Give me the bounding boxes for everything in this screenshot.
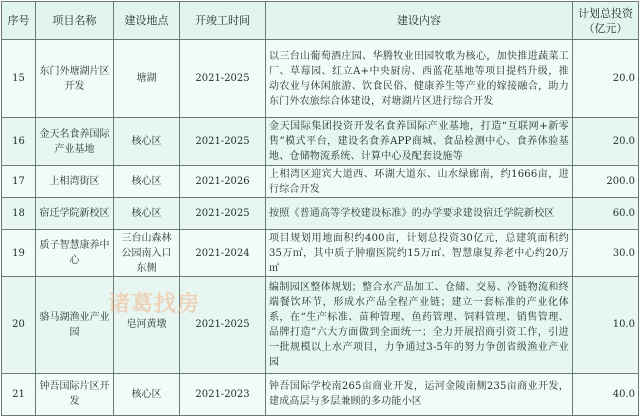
row-no: 16 — [2, 118, 36, 166]
row-invest: 60.0 — [573, 198, 639, 230]
row-no: 21 — [2, 373, 36, 415]
row-name: 质子智慧康养中心 — [36, 230, 114, 276]
header-period: 开竣工时间 — [180, 2, 266, 40]
row-period: 2021-2023 — [180, 373, 266, 415]
row-invest: 20.0 — [573, 40, 639, 118]
header-content: 建设内容 — [266, 2, 573, 40]
table-row — [2, 40, 639, 118]
row-period: 2021-2025 — [180, 40, 266, 118]
row-period: 2021-2024 — [180, 230, 266, 276]
row-content: 钟吾国际学校南265亩商业开发，运河金陵南侧235亩商业开发，建成高层与多层兼顾的多功能小区 — [266, 373, 573, 415]
row-name: 金天名食养国际产业基地 — [36, 118, 114, 166]
row-content: 以三台山葡萄酒庄园、华腾牧业田园牧歌为核心，加快推进蔬菜工厂、草莓园、红立A+中央厨房、西蓝花基地等项目提档升级，推动农业与休闲旅游、饮食民俗、健康养生等产业的嫁接融合，助力东门外农旅综合体建设，对塘湖片区进行综合开发 — [266, 40, 573, 118]
table-row — [2, 118, 639, 166]
row-content: 项目规划用地面积约400亩，计划总投资30亿元，总建筑面积约35万㎡，其中质子肿瘤医院约15万㎡、智慧康复养老中心约20万㎡ — [266, 230, 573, 276]
row-no: 20 — [2, 276, 36, 373]
row-period: 2021-2026 — [180, 166, 266, 198]
row-no: 19 — [2, 230, 36, 276]
watermark-logo: 诸葛找房 — [108, 292, 201, 317]
table-row — [2, 198, 639, 230]
row-invest: 200.0 — [573, 166, 639, 198]
row-no: 18 — [2, 198, 36, 230]
row-name: 宿迁学院新校区 — [36, 198, 114, 230]
header-invest: 计划总投资（亿元） — [573, 2, 639, 40]
row-location: 皂河黄墩 — [114, 276, 180, 373]
row-name: 钟吾国际片区开发 — [36, 373, 114, 415]
header-name: 项目名称 — [36, 2, 114, 40]
row-period: 2021-2025 — [180, 276, 266, 373]
row-name: 东门外塘湖片区开发 — [36, 40, 114, 118]
row-content: 按照《普通高等学校建设标准》的办学要求建设宿迁学院新校区 — [266, 198, 573, 230]
table-row — [2, 276, 639, 373]
row-period: 2021-2025 — [180, 118, 266, 166]
row-content: 金天国际集团投资开发名食养国际产业基地，打造“互联网+新零售”模式平台，建设名食养APP商城、食品检测中心、食养体验基地、仓储物流系统、计算中心及配套设施等 — [266, 118, 573, 166]
header-location: 建设地点 — [114, 2, 180, 40]
row-location: 核心区 — [114, 198, 180, 230]
header-no: 序号 — [2, 2, 36, 40]
table-row — [2, 230, 639, 276]
row-no: 15 — [2, 40, 36, 118]
row-invest: 20.0 — [573, 118, 639, 166]
row-invest: 10.0 — [573, 276, 639, 373]
row-invest: 40.0 — [573, 373, 639, 415]
row-content: 上相湾区迎宾大道西、环湖大道东、山水绿廊南，约1666亩，进行综合开发 — [266, 166, 573, 198]
row-location: 三台山森林公园南入口东侧 — [114, 230, 180, 276]
row-name: 骆马湖渔业产业园 — [36, 276, 114, 373]
row-content: 编制园区整体规划；整合水产品加工、仓储、交易、冷链物流和终端餐饮环节，形成水产品全程产业链；建立一套标准的产业化体系，在“生产标准、苗种管理、鱼药管理、饲料管理、销售管理、品牌打造”六大方面做到全面统一；全力开展招商引资工作，引进一批规模以上水产项目，力争通过3-5年的努力争创省级渔业产业园 — [266, 276, 573, 373]
row-period: 2021-2025 — [180, 198, 266, 230]
row-location: 核心区 — [114, 118, 180, 166]
header-row — [2, 2, 639, 40]
row-location: 核心区 — [114, 373, 180, 415]
row-no: 17 — [2, 166, 36, 198]
table-row — [2, 166, 639, 198]
row-location: 塘湖 — [114, 40, 180, 118]
row-name: 上相湾街区 — [36, 166, 114, 198]
table-row — [2, 373, 639, 415]
project-table — [1, 1, 639, 416]
row-invest: 30.0 — [573, 230, 639, 276]
row-location: 核心区 — [114, 166, 180, 198]
